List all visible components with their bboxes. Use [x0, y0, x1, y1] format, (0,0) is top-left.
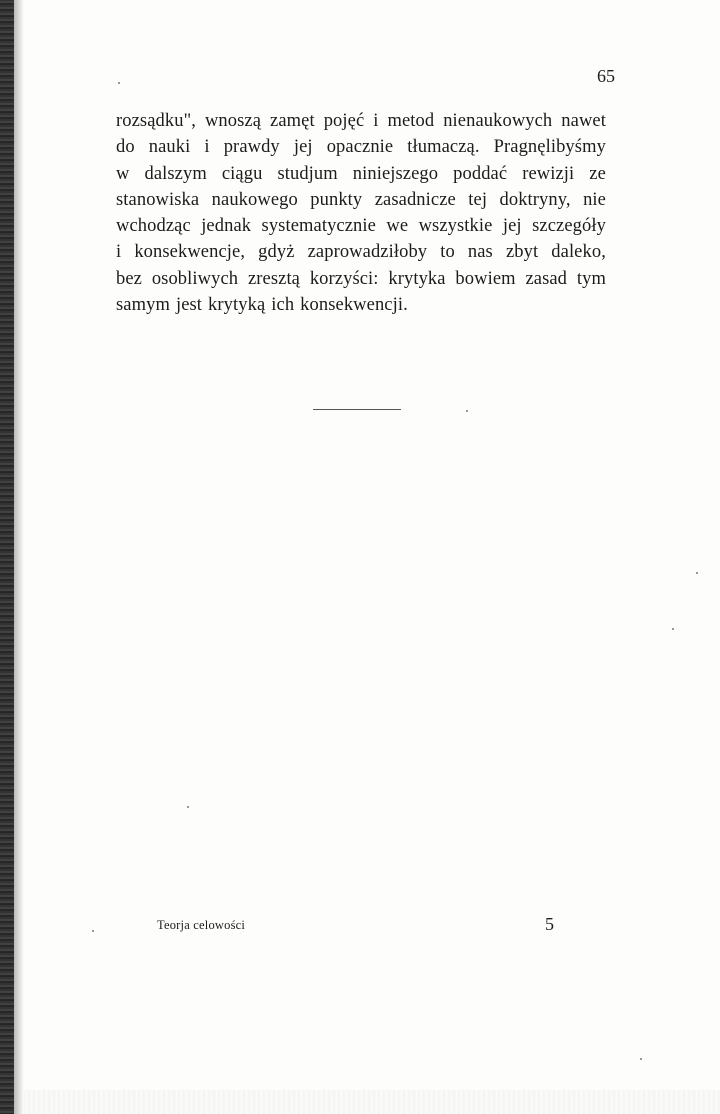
- word: szczegóły: [532, 216, 606, 237]
- word: we: [386, 216, 409, 237]
- word: rozsądku",: [116, 111, 196, 131]
- word: doktryny,: [499, 189, 571, 210]
- word: jest: [175, 295, 203, 316]
- word: gdyż: [258, 242, 295, 263]
- word: zaprowadziłoby: [307, 242, 428, 263]
- word: jej: [502, 216, 522, 237]
- word: to: [440, 242, 455, 263]
- word: korzyści:: [309, 268, 379, 289]
- word: systematycznie: [261, 216, 376, 237]
- word: samym: [116, 295, 170, 316]
- word: wnoszą: [204, 111, 262, 131]
- paragraph: [116, 108, 606, 318]
- word: punkty: [310, 189, 363, 210]
- word: nawet: [561, 111, 606, 131]
- word: i: [204, 137, 210, 158]
- word: osobliwych: [151, 268, 239, 289]
- word: tym: [576, 268, 606, 289]
- word: metod: [387, 111, 435, 131]
- word: krytyką: [208, 295, 266, 316]
- word: w: [116, 163, 130, 184]
- paper-speck: [640, 1058, 642, 1060]
- word: konsekwencji.: [300, 295, 408, 316]
- word: i: [116, 242, 122, 263]
- word: studjum: [277, 163, 338, 184]
- word: Pragnęlibyśmy: [493, 137, 606, 158]
- paper-speck: [118, 82, 120, 84]
- word: niniejszego: [352, 163, 439, 184]
- paper-speck: [672, 628, 674, 630]
- printer-signature-mark: 5: [545, 914, 554, 934]
- paper-speck: [187, 806, 189, 808]
- word: stanowiska: [116, 189, 200, 210]
- word: rewizji: [522, 163, 575, 184]
- word: jej: [293, 137, 313, 158]
- word: wszystkie: [418, 216, 493, 237]
- word: zasad: [525, 268, 568, 289]
- text-line: [116, 187, 606, 213]
- word: opacznie: [326, 137, 394, 158]
- book-binding-edge: [0, 0, 14, 1114]
- word: nienaukowych: [443, 111, 553, 131]
- text-line: [116, 239, 606, 265]
- word: wchodząc: [116, 216, 191, 237]
- word: konsekwencje,: [134, 242, 246, 263]
- word: poddać: [453, 163, 508, 184]
- word: dalszym: [144, 163, 207, 184]
- paper-speck: [92, 930, 94, 932]
- text-line: [116, 266, 606, 292]
- word: nas: [467, 242, 493, 263]
- paper-speck: [466, 410, 468, 412]
- word: ich: [271, 295, 295, 316]
- word: ze: [589, 163, 606, 184]
- text-line: [116, 108, 606, 134]
- word: nauki: [148, 137, 191, 158]
- scan-edge-noise: [24, 1090, 720, 1114]
- text-line: [116, 292, 606, 318]
- word: bez: [116, 268, 142, 289]
- page-number: 65: [597, 66, 615, 86]
- binding-shadow: [14, 0, 24, 1114]
- text-line: [116, 213, 606, 239]
- word: zbyt: [505, 242, 539, 263]
- word: tej: [468, 189, 488, 210]
- word: krytyka: [388, 268, 446, 289]
- word: tłumaczą.: [407, 137, 480, 158]
- word: daleko,: [551, 242, 606, 263]
- word: do: [116, 137, 135, 158]
- word: ciągu: [221, 163, 263, 184]
- word: naukowego: [211, 189, 298, 210]
- word: prawdy: [223, 137, 280, 158]
- word: nie: [583, 189, 606, 210]
- word: i: [373, 111, 379, 131]
- section-separator-rule: [313, 409, 401, 410]
- word: zamęt: [270, 111, 315, 131]
- word: zasadnicze: [374, 189, 456, 210]
- footer-book-title: Teorja celowości: [157, 918, 246, 932]
- word: zresztą: [247, 268, 300, 289]
- text-line: [116, 134, 606, 160]
- text-line: [116, 161, 606, 187]
- word: pojęć: [323, 111, 365, 131]
- word: jednak: [201, 216, 252, 237]
- word: bowiem: [455, 268, 516, 289]
- paper-speck: [696, 572, 698, 574]
